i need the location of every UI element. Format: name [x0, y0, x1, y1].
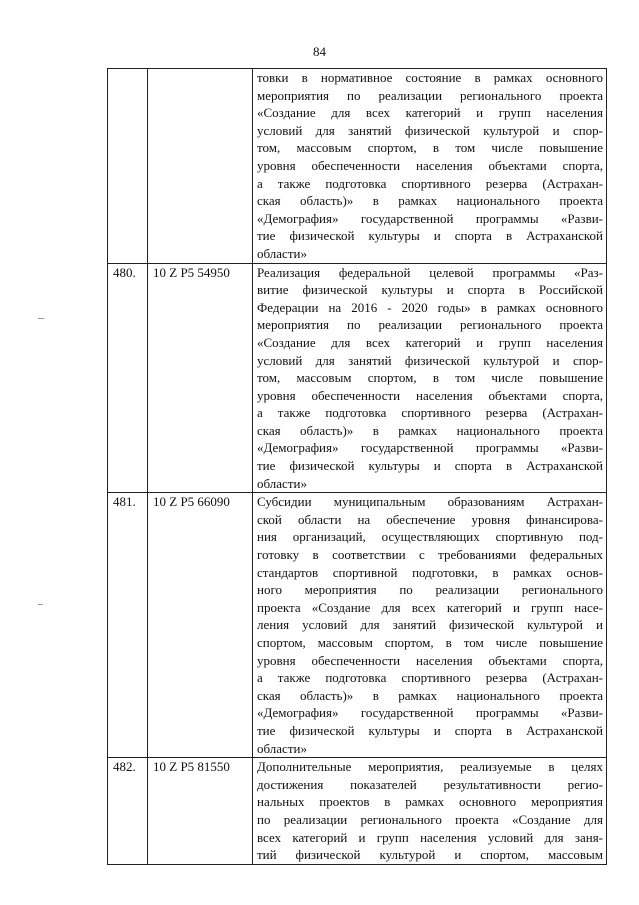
page-number: 84 [313, 44, 326, 59]
description-line: ния организаций, осуществляющих спортивную под- [257, 529, 603, 545]
description-line: Дополнительные мероприятия, реализуемые в целях [257, 759, 603, 775]
description-line: условий для занятий физической культурой и спор- [257, 122, 603, 138]
classification-code-cell: 10 Z P5 54950 [148, 263, 253, 493]
description-line: тие физической культуры и спорта в Астраханской [257, 458, 603, 474]
scan-mark [38, 604, 43, 605]
description-line: товки в нормативное состояние в рамках основного [257, 70, 603, 85]
table-row [108, 263, 607, 493]
description-line: а также подготовка спортивного резерва (Астрахан- [257, 670, 603, 686]
scan-mark [38, 318, 44, 319]
description-line: мероприятия по реализации регионального проекта [257, 87, 603, 103]
description-line: области» [257, 475, 307, 491]
table-row [108, 69, 607, 264]
description-line: области» [257, 245, 307, 261]
classification-code-cell: 10 Z P5 81550 [148, 758, 253, 865]
description-cell [253, 493, 607, 758]
description-line: уровня обеспеченности населения объектами спорта, [257, 157, 603, 173]
description-line: мероприятия по реализации регионального проекта [257, 317, 603, 333]
row-number-cell: 482. [108, 758, 148, 865]
description-line: ская область)» в рамках национального проекта [257, 193, 603, 209]
description-line: всех категорий и групп населения условий для заня- [257, 829, 603, 845]
description-line: ления условий для занятий физической культурой и [257, 617, 603, 633]
description-line: а также подготовка спортивного резерва (Астрахан- [257, 405, 603, 421]
description-line: Реализация федеральной целевой программы «Раз- [257, 264, 603, 280]
description-line: готовку в соответствии с требованиями федеральных [257, 547, 603, 563]
description-line: по реализации регионального проекта «Создание для [257, 811, 603, 827]
description-line: уровня обеспеченности населения объектами спорта, [257, 652, 603, 668]
description-line: ская область)» в рамках национального проекта [257, 422, 603, 438]
description-line: ного мероприятия по реализации регионального [257, 582, 603, 598]
description-line: нальных проектов в рамках основного мероприятия [257, 794, 603, 810]
description-line: Субсидии муниципальным образованиям Астрахан- [257, 494, 603, 510]
description-line: витие физической культуры и спорта в Российской [257, 282, 603, 298]
row-number-cell [108, 69, 148, 264]
row-number-cell: 481. [108, 493, 148, 758]
description-line: «Демография» государственной программы «Разви- [257, 705, 603, 721]
description-line: достижения показателей результативности регио- [257, 776, 603, 792]
budget-classification-table [107, 68, 607, 865]
description-line: том, массовым спортом, в том числе повышение [257, 370, 603, 386]
description-line: спортом, массовым спортом, в том числе повышение [257, 635, 603, 650]
description-line: условий для занятий физической культурой и спор- [257, 352, 603, 368]
classification-code-cell: 10 Z P5 66090 [148, 493, 253, 758]
row-number-cell: 480. [108, 263, 148, 493]
description-line: «Создание для всех категорий и групп населения [257, 334, 603, 350]
description-line: тие физической культуры и спорта в Астраханской [257, 722, 603, 738]
description-line: Федерации на 2016 - 2020 годы» в рамках основного [257, 299, 603, 315]
description-line: «Создание для всех категорий и групп населения [257, 105, 603, 121]
description-line: тий физической культурой и спортом, массовым [257, 847, 603, 863]
description-cell [253, 263, 607, 493]
description-line: том, массовым спортом, в том числе повышение [257, 140, 603, 156]
description-line: ская область)» в рамках национального проекта [257, 687, 603, 703]
description-line: ской области на обеспечение уровня финансирова- [257, 511, 603, 527]
description-cell [253, 758, 607, 865]
table-row [108, 758, 607, 865]
table-row [108, 493, 607, 758]
description-cell [253, 69, 607, 264]
description-line: а также подготовка спортивного резерва (Астрахан- [257, 175, 603, 191]
description-line: проекта «Создание для всех категорий и групп насе- [257, 599, 603, 615]
description-line: «Демография» государственной программы «Разви- [257, 210, 603, 226]
classification-code-cell [148, 69, 253, 264]
description-line: тие физической культуры и спорта в Астраханской [257, 228, 603, 244]
description-line: «Демография» государственной программы «Разви- [257, 440, 603, 456]
description-line: уровня обеспеченности населения объектами спорта, [257, 387, 603, 403]
description-line: стандартов спортивной подготовки, в рамках основ- [257, 564, 603, 580]
description-line: области» [257, 740, 307, 756]
